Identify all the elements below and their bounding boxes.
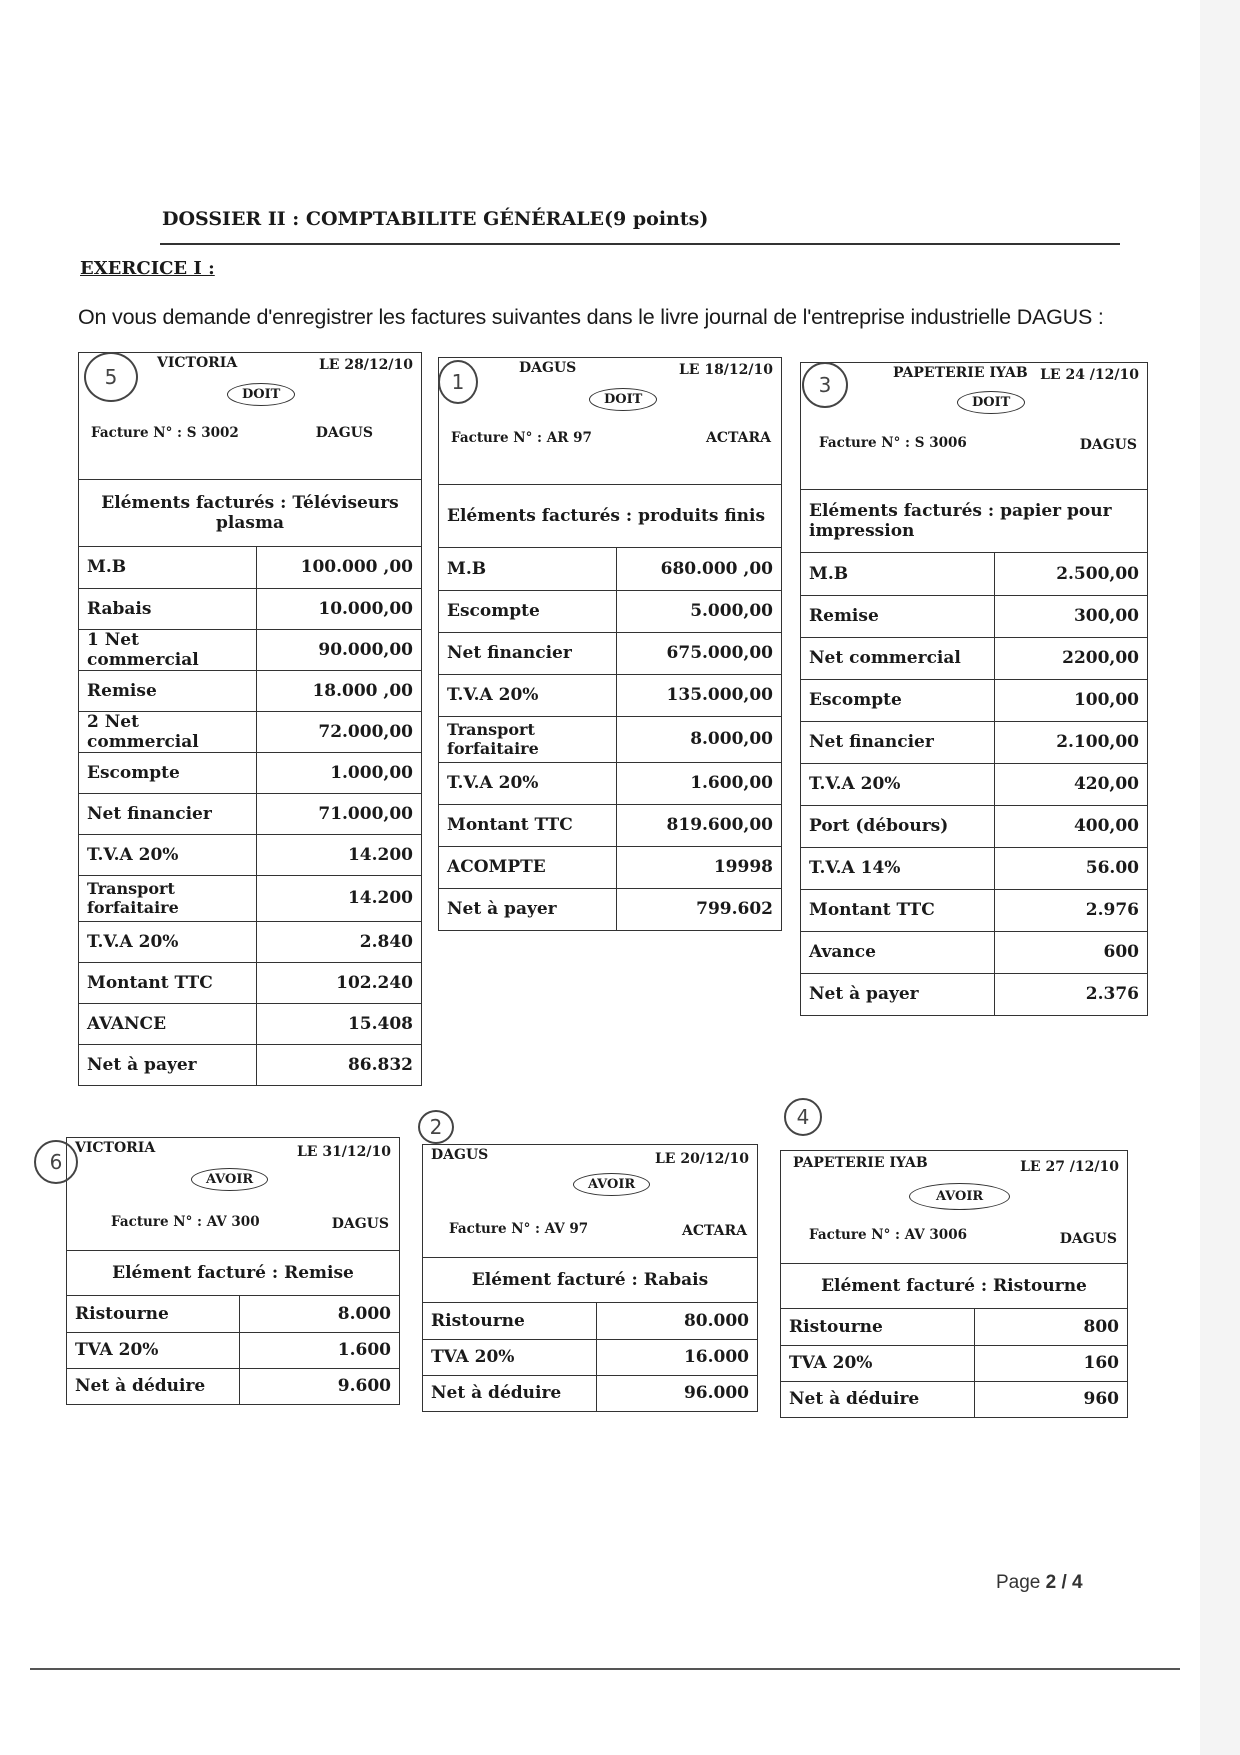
instructions-text: On vous demande d'enregistrer les factures suivantes dans le livre journal de l'entreprise industrielle DAGUS :	[78, 305, 1104, 329]
row-label: Ristourne	[423, 1303, 597, 1339]
row-amount: 9.600	[240, 1368, 399, 1404]
invoice-row	[781, 1381, 1127, 1417]
row-label: T.V.A 20%	[439, 762, 617, 804]
row-amount: 799.602	[617, 888, 781, 930]
handwritten-circled-number: 4	[784, 1098, 822, 1136]
row-label: Port (débours)	[801, 805, 995, 847]
row-amount: 90.000,00	[257, 629, 421, 670]
invoice-header	[423, 1145, 757, 1258]
row-amount: 800	[1083, 1316, 1119, 1337]
row-label: Montant TTC	[439, 804, 617, 846]
avoir-stamp: AVOIR	[573, 1173, 650, 1196]
invoice-row	[801, 595, 1147, 637]
client-name: DAGUS	[1059, 1231, 1117, 1247]
invoice-row	[79, 793, 421, 834]
invoice-row	[781, 1309, 1127, 1345]
row-amount: 71.000,00	[257, 793, 421, 834]
invoice-row	[439, 674, 781, 716]
supplier-name: PAPETERIE IYAB	[893, 365, 1028, 381]
row-amount: 80.000	[683, 1310, 749, 1331]
invoice-row	[781, 1345, 1127, 1381]
invoice-row	[801, 637, 1147, 679]
row-label: Ristourne	[781, 1309, 975, 1345]
row-amount: 86.832	[257, 1044, 421, 1085]
row-label: Net à déduire	[67, 1368, 240, 1404]
title-rule	[160, 243, 1120, 245]
invoiced-items: Eléments facturés : Téléviseurs plasma	[79, 480, 421, 547]
dossier-title: DOSSIER II : COMPTABILITE GÉNÉRALE(9 points)	[162, 208, 709, 230]
supplier-name: DAGUS	[519, 360, 577, 376]
invoice-row	[439, 590, 781, 632]
invoice-row	[801, 931, 1147, 973]
invoice-papeterie-doit	[800, 362, 1148, 1016]
supplier-name: VICTORIA	[157, 355, 238, 371]
invoice-date: LE 24 /12/10	[1040, 367, 1139, 383]
avoir-stamp: AVOIR	[191, 1168, 268, 1191]
row-label: 1 Net commercial	[79, 629, 257, 670]
invoiced-items: Elément facturé : Rabais	[423, 1258, 757, 1303]
invoice-row	[801, 889, 1147, 931]
invoice-row	[79, 962, 421, 1003]
row-label: Transport forfaitaire	[439, 716, 617, 762]
row-label: Escompte	[801, 679, 995, 721]
row-amount: 19998	[617, 846, 781, 888]
row-label: Remise	[801, 595, 995, 637]
avoir-stamp: AVOIR	[909, 1183, 1010, 1210]
supplier-name: PAPETERIE IYAB	[793, 1155, 928, 1171]
invoice-date: LE 27 /12/10	[1020, 1159, 1119, 1175]
row-label: Net à payer	[439, 888, 617, 930]
supplier-name: DAGUS	[431, 1147, 489, 1163]
client-name: ACTARA	[681, 1223, 747, 1239]
invoice-row	[79, 921, 421, 962]
credit-note-victoria	[66, 1137, 400, 1405]
row-amount: 2.376	[995, 973, 1147, 1015]
invoiced-items: Eléments facturés : produits finis	[439, 485, 781, 548]
row-label: 2 Net commercial	[79, 711, 257, 752]
row-amount: 400,00	[995, 805, 1147, 847]
invoice-row	[439, 632, 781, 674]
row-amount: 10.000,00	[257, 588, 421, 629]
invoice-dagus-doit	[438, 357, 782, 931]
invoice-number: Facture N° : AR 97	[451, 430, 592, 446]
invoice-header	[801, 363, 1147, 490]
row-amount: 960	[975, 1381, 1127, 1417]
row-label: Net à payer	[801, 973, 995, 1015]
bottom-rule	[30, 1668, 1180, 1670]
invoice-table	[79, 547, 421, 1085]
invoiced-items: Eléments facturés : papier pour impression	[801, 490, 1147, 553]
client-name: DAGUS	[331, 1216, 389, 1232]
row-amount: 102.240	[257, 962, 421, 1003]
invoiced-items: Elément facturé : Remise	[67, 1251, 399, 1296]
row-amount: 72.000,00	[257, 711, 421, 752]
doit-stamp: DOIT	[227, 383, 295, 406]
row-label: T.V.A 20%	[439, 674, 617, 716]
invoice-number: Facture N° : AV 3006	[809, 1227, 967, 1243]
row-label: Escompte	[79, 752, 257, 793]
row-amount: 819.600,00	[617, 804, 781, 846]
invoice-row	[801, 721, 1147, 763]
invoice-row	[423, 1375, 757, 1411]
row-label: M.B	[79, 547, 257, 588]
invoice-table	[423, 1303, 757, 1411]
row-amount: 2.976	[995, 889, 1147, 931]
invoice-header	[67, 1138, 399, 1251]
invoice-header	[439, 358, 781, 485]
client-name: ACTARA	[705, 430, 771, 446]
row-amount: 18.000 ,00	[257, 670, 421, 711]
invoice-victoria-doit	[78, 352, 422, 1086]
doit-stamp: DOIT	[957, 391, 1025, 414]
invoice-number: Facture N° : S 3002	[91, 425, 239, 441]
row-label: T.V.A 20%	[801, 763, 995, 805]
row-label: T.V.A 20%	[79, 921, 257, 962]
row-amount: 2.100,00	[995, 721, 1147, 763]
row-amount: 100.000 ,00	[300, 557, 413, 578]
invoice-header	[781, 1151, 1127, 1264]
page-label: Page	[996, 1572, 1041, 1593]
row-amount: 5.000,00	[617, 590, 781, 632]
row-label: TVA 20%	[67, 1332, 240, 1368]
row-label: T.V.A 14%	[801, 847, 995, 889]
invoice-number: Facture N° : AV 97	[449, 1221, 589, 1237]
page-number	[996, 1572, 1083, 1594]
invoice-row	[439, 846, 781, 888]
row-amount: 420,00	[995, 763, 1147, 805]
invoice-date: LE 28/12/10	[318, 357, 413, 373]
invoice-date: LE 20/12/10	[654, 1151, 749, 1167]
invoice-row	[801, 679, 1147, 721]
invoice-row	[67, 1332, 399, 1368]
row-amount: 15.408	[257, 1003, 421, 1044]
row-amount: 160	[975, 1345, 1127, 1381]
scan-edge	[1200, 0, 1240, 1755]
row-amount: 2200,00	[995, 637, 1147, 679]
row-amount: 16.000	[597, 1339, 757, 1375]
invoice-row	[79, 547, 421, 588]
row-label: ACOMPTE	[439, 846, 617, 888]
row-label: M.B	[439, 548, 617, 590]
row-label: Ristourne	[67, 1296, 240, 1332]
row-amount: 1.600,00	[617, 762, 781, 804]
invoice-row	[439, 804, 781, 846]
row-label: Montant TTC	[79, 962, 257, 1003]
row-amount: 675.000,00	[617, 632, 781, 674]
invoice-date: LE 18/12/10	[678, 362, 773, 378]
invoice-number: Facture N° : S 3006	[819, 435, 967, 451]
invoice-table	[67, 1296, 399, 1404]
handwritten-circled-number: 6	[34, 1140, 78, 1184]
supplier-name: VICTORIA	[75, 1140, 156, 1156]
row-label: TVA 20%	[423, 1339, 597, 1375]
invoice-row	[423, 1303, 757, 1339]
credit-note-dagus	[422, 1144, 758, 1412]
handwritten-circled-number: 2	[418, 1110, 454, 1144]
row-label: Avance	[801, 931, 995, 973]
row-label: Transport forfaitaire	[79, 875, 257, 921]
row-amount: 1.000,00	[257, 752, 421, 793]
page-value: 2 / 4	[1045, 1572, 1083, 1593]
handwritten-circled-number: 5	[84, 352, 138, 402]
row-label: Escompte	[439, 590, 617, 632]
credit-note-papeterie	[780, 1150, 1128, 1418]
row-amount: 2.840	[257, 921, 421, 962]
invoice-row	[79, 711, 421, 752]
row-label: Remise	[79, 670, 257, 711]
invoice-row	[439, 762, 781, 804]
row-label: Net financier	[79, 793, 257, 834]
row-label: Net à déduire	[423, 1375, 597, 1411]
invoice-date: LE 31/12/10	[296, 1144, 391, 1160]
invoice-row	[801, 847, 1147, 889]
invoice-row	[79, 875, 421, 921]
invoice-row	[67, 1368, 399, 1404]
row-amount: 300,00	[995, 595, 1147, 637]
row-label: T.V.A 20%	[79, 834, 257, 875]
row-amount: 96.000	[597, 1375, 757, 1411]
row-label: TVA 20%	[781, 1345, 975, 1381]
row-amount: 14.200	[257, 834, 421, 875]
row-amount: 8.000,00	[617, 716, 781, 762]
invoice-row	[79, 834, 421, 875]
invoice-row	[801, 805, 1147, 847]
row-label: Net à déduire	[781, 1381, 975, 1417]
row-label: Net à payer	[79, 1044, 257, 1085]
invoice-table	[439, 548, 781, 930]
row-amount: 1.600	[240, 1332, 399, 1368]
invoice-table	[781, 1309, 1127, 1417]
invoice-row	[801, 553, 1147, 595]
handwritten-circled-number: 1	[438, 360, 478, 404]
row-amount: 135.000,00	[617, 674, 781, 716]
invoice-row	[801, 973, 1147, 1015]
row-amount: 680.000 ,00	[660, 558, 773, 579]
invoice-row	[801, 763, 1147, 805]
invoice-row	[79, 1044, 421, 1085]
row-label: Rabais	[79, 588, 257, 629]
exercice-heading: EXERCICE I :	[80, 258, 215, 279]
row-amount: 8.000	[337, 1303, 391, 1324]
invoice-row	[67, 1296, 399, 1332]
client-name: DAGUS	[315, 425, 373, 441]
client-name: DAGUS	[1079, 437, 1137, 453]
invoice-row	[79, 1003, 421, 1044]
doit-stamp: DOIT	[589, 388, 657, 411]
row-label: Net financier	[801, 721, 995, 763]
row-amount: 100,00	[995, 679, 1147, 721]
row-label: M.B	[801, 553, 995, 595]
invoice-row	[79, 752, 421, 793]
row-label: Net financier	[439, 632, 617, 674]
row-amount: 14.200	[257, 875, 421, 921]
row-label: Net commercial	[801, 637, 995, 679]
row-label: Montant TTC	[801, 889, 995, 931]
invoice-row	[423, 1339, 757, 1375]
row-amount: 2.500,00	[1056, 563, 1139, 584]
invoice-row	[439, 548, 781, 590]
invoice-row	[79, 670, 421, 711]
invoice-row	[439, 888, 781, 930]
handwritten-circled-number: 3	[802, 362, 848, 408]
invoice-row	[79, 588, 421, 629]
invoice-table	[801, 553, 1147, 1015]
row-amount: 56.00	[995, 847, 1147, 889]
invoice-number: Facture N° : AV 300	[111, 1214, 260, 1230]
row-label: AVANCE	[79, 1003, 257, 1044]
invoiced-items: Elément facturé : Ristourne	[781, 1264, 1127, 1309]
invoice-row	[439, 716, 781, 762]
invoice-row	[79, 629, 421, 670]
row-amount: 600	[995, 931, 1147, 973]
